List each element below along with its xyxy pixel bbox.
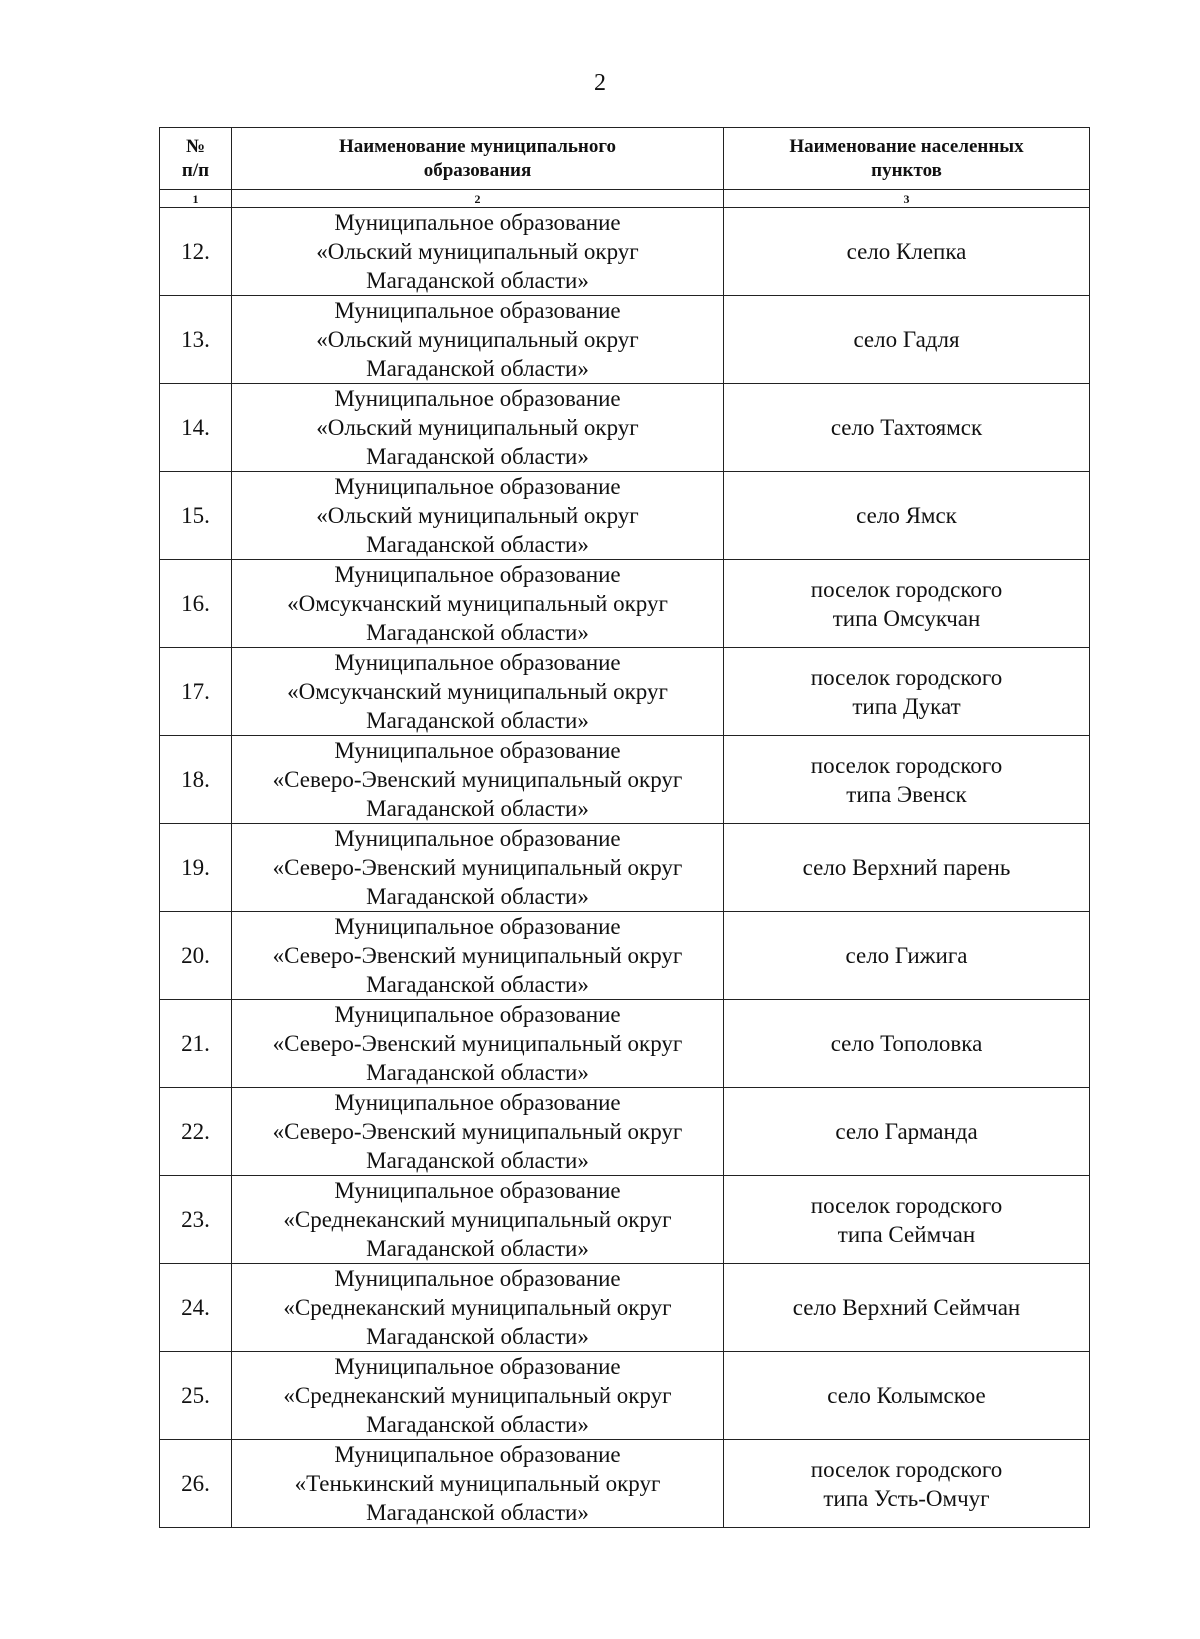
settlement-line: село Тахтоямск: [830, 415, 983, 440]
row-number: 15.: [160, 472, 232, 560]
settlement-line: поселок городского: [810, 664, 1003, 690]
table-row: [160, 208, 1090, 296]
settlement-line: село Клепка: [846, 239, 967, 264]
column-number-row: [160, 190, 1090, 208]
settlement-line: поселок городского: [810, 576, 1003, 602]
municipality-line: Магаданской области»: [366, 796, 589, 821]
row-number: 16.: [160, 560, 232, 648]
table-row: [160, 648, 1090, 736]
column-number: 2: [232, 190, 724, 208]
row-number: 24.: [160, 1264, 232, 1352]
municipality-line: «Ольский муниципальный округ: [316, 415, 639, 440]
municipality-line: «Ольский муниципальный округ: [316, 239, 639, 264]
row-number: 22.: [160, 1088, 232, 1176]
row-number: 14.: [160, 384, 232, 472]
settlement-cell: [724, 1264, 1090, 1352]
municipality-line: Муниципальное образование: [334, 562, 621, 587]
settlement-line: типа Омсукчан: [832, 605, 981, 631]
municipality-cell: [232, 472, 724, 560]
municipality-line: «Омсукчанский муниципальный округ: [287, 679, 668, 704]
municipality-cell: [232, 384, 724, 472]
table-row: [160, 384, 1090, 472]
row-number: 25.: [160, 1352, 232, 1440]
settlement-cell: [724, 472, 1090, 560]
municipality-line: Магаданской области»: [366, 356, 589, 381]
settlement-line: поселок городского: [810, 1456, 1003, 1482]
municipality-line: Магаданской области»: [366, 884, 589, 909]
municipality-cell: [232, 1440, 724, 1528]
municipality-cell: [232, 560, 724, 648]
municipality-cell: [232, 208, 724, 296]
settlement-line: поселок городского: [810, 752, 1003, 778]
settlement-line: поселок городского: [810, 1192, 1003, 1218]
municipality-line: Магаданской области»: [366, 1060, 589, 1085]
municipality-line: Магаданской области»: [366, 1324, 589, 1349]
row-number: 12.: [160, 208, 232, 296]
municipality-cell: [232, 1088, 724, 1176]
header-settlement: [724, 128, 1090, 190]
municipality-cell: [232, 1000, 724, 1088]
municipality-cell: [232, 1352, 724, 1440]
municipality-line: Муниципальное образование: [334, 1090, 621, 1115]
settlement-line: село Гижига: [845, 943, 968, 968]
municipality-line: Муниципальное образование: [334, 210, 621, 235]
municipality-cell: [232, 736, 724, 824]
settlement-line: типа Эвенск: [846, 781, 967, 807]
municipality-line: Магаданской области»: [366, 1236, 589, 1261]
column-number: 1: [160, 190, 232, 208]
municipality-line: Магаданской области»: [366, 708, 589, 733]
table-row: [160, 824, 1090, 912]
municipality-cell: [232, 1176, 724, 1264]
municipality-line: Магаданской области»: [366, 1500, 589, 1525]
row-number: 23.: [160, 1176, 232, 1264]
table-row: [160, 560, 1090, 648]
table-row: [160, 1352, 1090, 1440]
settlement-cell: [724, 1088, 1090, 1176]
row-number: 17.: [160, 648, 232, 736]
municipality-line: «Ольский муниципальный округ: [316, 327, 639, 352]
table-row: [160, 1000, 1090, 1088]
municipality-line: Магаданской области»: [366, 972, 589, 997]
settlement-line: типа Дукат: [852, 693, 961, 719]
settlement-cell: [724, 1440, 1090, 1528]
settlement-cell: [724, 912, 1090, 1000]
table-body: [160, 208, 1090, 1528]
settlement-line: село Верхний парень: [802, 855, 1011, 880]
header-num: [160, 128, 232, 190]
settlement-cell: [724, 1352, 1090, 1440]
table-row: [160, 1176, 1090, 1264]
municipality-line: «Северо-Эвенский муниципальный округ: [272, 855, 683, 880]
row-number: 19.: [160, 824, 232, 912]
page-number: 2: [594, 70, 606, 96]
settlement-line: село Колымское: [827, 1383, 986, 1408]
header-settlement-line: пунктов: [871, 159, 942, 181]
municipality-line: «Среднеканский муниципальный округ: [283, 1207, 672, 1232]
municipality-line: Муниципальное образование: [334, 1266, 621, 1291]
municipality-line: «Северо-Эвенский муниципальный округ: [272, 767, 683, 792]
municipality-line: Муниципальное образование: [334, 826, 621, 851]
municipality-line: «Северо-Эвенский муниципальный округ: [272, 1119, 683, 1144]
municipality-line: «Омсукчанский муниципальный округ: [287, 591, 668, 616]
settlement-cell: [724, 736, 1090, 824]
header-num-line: №: [185, 135, 206, 157]
municipality-cell: [232, 296, 724, 384]
municipality-line: Муниципальное образование: [334, 1178, 621, 1203]
table-row: [160, 736, 1090, 824]
settlement-cell: [724, 824, 1090, 912]
table-header-row: [160, 128, 1090, 190]
row-number: 18.: [160, 736, 232, 824]
municipality-line: Муниципальное образование: [334, 298, 621, 323]
municipality-line: Муниципальное образование: [334, 474, 621, 499]
row-number: 21.: [160, 1000, 232, 1088]
settlement-cell: [724, 648, 1090, 736]
municipality-line: Магаданской области»: [366, 1148, 589, 1173]
municipality-line: Муниципальное образование: [334, 386, 621, 411]
table-row: [160, 1088, 1090, 1176]
municipality-line: Магаданской области»: [366, 532, 589, 557]
settlement-cell: [724, 1000, 1090, 1088]
settlement-line: село Верхний Сеймчан: [792, 1295, 1021, 1320]
municipality-line: «Ольский муниципальный округ: [316, 503, 639, 528]
municipality-cell: [232, 912, 724, 1000]
header-municipality-line: Наименование муниципального: [338, 135, 617, 157]
municipality-line: Муниципальное образование: [334, 1442, 621, 1467]
settlement-cell: [724, 1176, 1090, 1264]
municipality-line: «Тенькинский муниципальный округ: [294, 1471, 661, 1496]
settlement-cell: [724, 560, 1090, 648]
municipality-cell: [232, 648, 724, 736]
row-number: 13.: [160, 296, 232, 384]
header-municipality-line: образования: [423, 159, 532, 181]
municipality-line: Магаданской области»: [366, 444, 589, 469]
municipality-line: Муниципальное образование: [334, 914, 621, 939]
settlement-line: село Тополовка: [830, 1031, 983, 1056]
row-number: 20.: [160, 912, 232, 1000]
municipality-line: Муниципальное образование: [334, 1354, 621, 1379]
settlement-line: село Гарманда: [835, 1119, 978, 1144]
header-num-line: п/п: [181, 159, 210, 181]
row-number: 26.: [160, 1440, 232, 1528]
settlements-table: [159, 127, 1090, 1528]
settlement-line: село Гадля: [853, 327, 960, 352]
settlement-cell: [724, 384, 1090, 472]
header-municipality: [232, 128, 724, 190]
municipality-line: «Северо-Эвенский муниципальный округ: [272, 1031, 683, 1056]
table-row: [160, 472, 1090, 560]
header-settlement-line: Наименование населенных: [789, 135, 1024, 157]
settlement-line: типа Усть-Омчуг: [823, 1485, 990, 1511]
municipality-line: Магаданской области»: [366, 268, 589, 293]
table-row: [160, 1264, 1090, 1352]
municipality-line: «Среднеканский муниципальный округ: [283, 1383, 672, 1408]
settlement-cell: [724, 208, 1090, 296]
settlement-line: село Ямск: [856, 503, 957, 528]
table-row: [160, 296, 1090, 384]
settlement-cell: [724, 296, 1090, 384]
municipality-line: «Среднеканский муниципальный округ: [283, 1295, 672, 1320]
municipality-line: Муниципальное образование: [334, 1002, 621, 1027]
municipality-line: Муниципальное образование: [334, 650, 621, 675]
settlement-line: типа Сеймчан: [837, 1221, 976, 1247]
municipality-line: «Северо-Эвенский муниципальный округ: [272, 943, 683, 968]
municipality-line: Муниципальное образование: [334, 738, 621, 763]
municipality-cell: [232, 1264, 724, 1352]
municipality-line: Магаданской области»: [366, 620, 589, 645]
column-number: 3: [724, 190, 1090, 208]
table-row: [160, 1440, 1090, 1528]
municipality-cell: [232, 824, 724, 912]
table-row: [160, 912, 1090, 1000]
municipality-line: Магаданской области»: [366, 1412, 589, 1437]
